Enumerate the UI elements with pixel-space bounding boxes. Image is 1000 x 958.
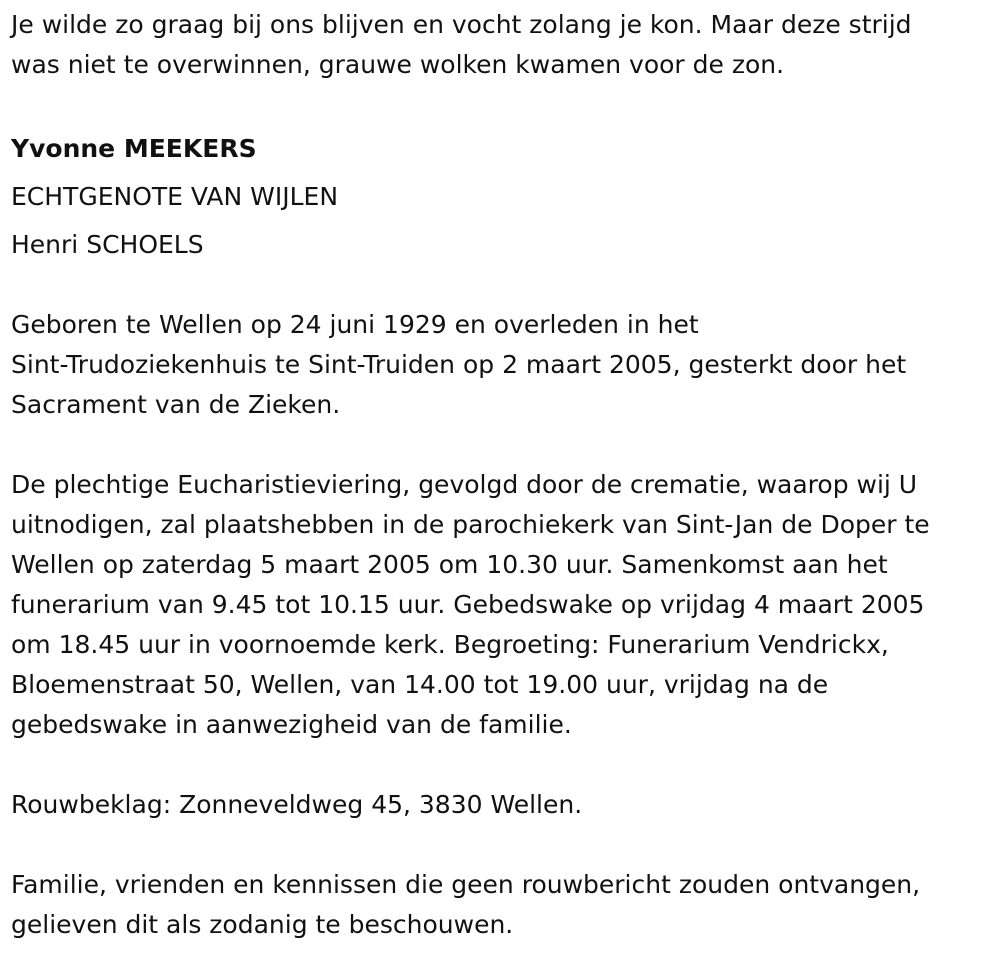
notice-line: Familie, vrienden en kennissen die geen rouwbericht zouden ontvangen,	[11, 870, 921, 899]
birth-death-line: Sint-Trudoziekenhuis te Sint-Truiden op 2 maart 2005, gesterkt door het	[11, 350, 907, 379]
ceremony-paragraph	[11, 465, 991, 745]
birth-death-line: Geboren te Wellen op 24 juni 1929 en overleden in het	[11, 310, 699, 339]
spouse-name: Henri SCHOELS	[11, 230, 204, 259]
notice-paragraph	[11, 865, 991, 945]
notice-line: gelieven dit als zodanig te beschouwen.	[11, 910, 514, 939]
intro-verse	[11, 5, 991, 85]
spacer	[11, 85, 991, 125]
ceremony-line: gebedswake in aanwezigheid van de familie.	[11, 710, 572, 739]
ceremony-line: funerarium van 9.45 tot 10.15 uur. Gebedswake op vrijdag 4 maart 2005	[11, 590, 925, 619]
ceremony-line: De plechtige Eucharistieviering, gevolgd door de crematie, waarop wij U	[11, 470, 918, 499]
spacer	[11, 825, 991, 865]
ceremony-line: om 18.45 uur in voornoemde kerk. Begroeting: Funerarium Vendrickx,	[11, 630, 889, 659]
birth-death-paragraph	[11, 305, 991, 425]
condolence-paragraph	[11, 785, 991, 825]
intro-line: Je wilde zo graag bij ons blijven en vocht zolang je kon. Maar deze strijd	[11, 10, 912, 39]
ceremony-line: Wellen op zaterdag 5 maart 2005 om 10.30 uur. Samenkomst aan het	[11, 550, 888, 579]
spacer	[11, 745, 991, 785]
ceremony-line: uitnodigen, zal plaatshebben in de parochiekerk van Sint-Jan de Doper te	[11, 510, 930, 539]
ceremony-line: Bloemenstraat 50, Wellen, van 14.00 tot 19.00 uur, vrijdag na de	[11, 670, 829, 699]
birth-death-line: Sacrament van de Zieken.	[11, 390, 341, 419]
condolence-address: Rouwbeklag: Zonneveldweg 45, 3830 Wellen.	[11, 790, 583, 819]
relation-label: ECHTGENOTE VAN WIJLEN	[11, 182, 339, 211]
deceased-block	[11, 125, 991, 269]
intro-line: was niet te overwinnen, grauwe wolken kwamen voor de zon.	[11, 50, 785, 79]
spacer	[11, 425, 991, 465]
spacer	[11, 269, 991, 305]
deceased-name: Yvonne MEEKERS	[11, 134, 257, 163]
obituary-text	[11, 5, 991, 945]
